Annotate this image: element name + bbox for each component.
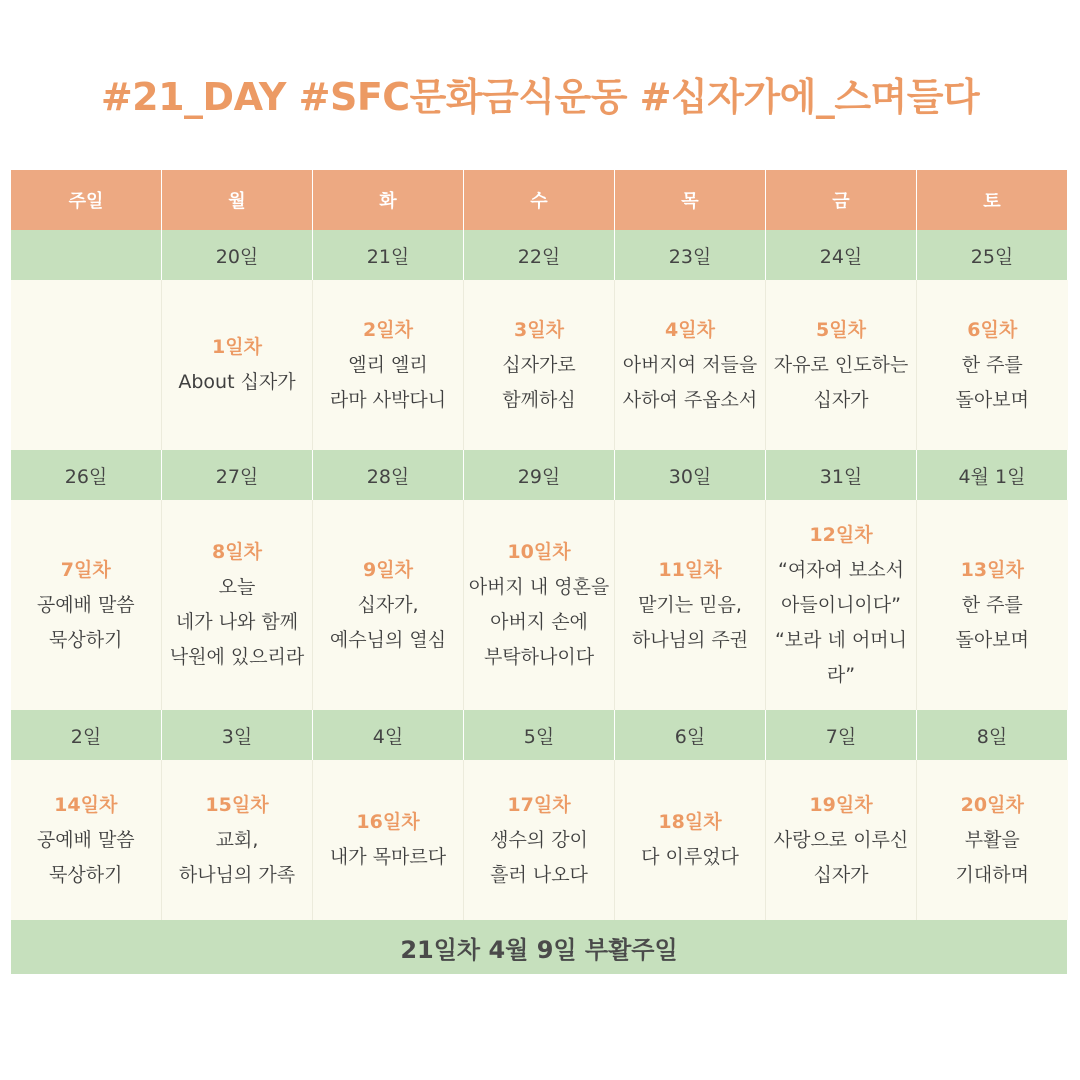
day-topic-line: 하나님의 주권 xyxy=(631,628,749,651)
date-cell: 26일 xyxy=(11,450,162,500)
day-topic-line: 예수님의 열심 xyxy=(329,628,447,651)
day-topic-line: 사하여 주옵소서 xyxy=(622,388,758,411)
date-cell: 25일 xyxy=(917,230,1068,280)
date-cell xyxy=(11,230,162,280)
day-number-label: 6일차 xyxy=(967,318,1018,341)
day-topic-line: 하나님의 가족 xyxy=(178,863,296,886)
day-topic-line: 아버지 손에 xyxy=(490,611,588,633)
day-cell xyxy=(464,280,615,450)
day-cell xyxy=(11,280,162,450)
day-topic-line: 십자가, xyxy=(357,593,419,616)
date-cell: 4일 xyxy=(313,710,464,760)
page-title: #21_DAY #SFC문화금식운동 #십자가에_스며들다 xyxy=(100,75,980,119)
day-cell xyxy=(615,280,766,450)
date-cell: 21일 xyxy=(313,230,464,280)
date-row xyxy=(11,230,1068,280)
calendar-table xyxy=(10,170,1068,974)
content-row xyxy=(11,500,1068,710)
date-cell: 31일 xyxy=(766,450,917,500)
day-number-label: 11일차 xyxy=(658,558,722,581)
day-cell xyxy=(162,760,313,920)
day-topic-line: 부활을 xyxy=(964,828,1020,851)
content-row xyxy=(11,280,1068,450)
weekday-header: 목 xyxy=(615,170,766,230)
day-number-label: 5일차 xyxy=(816,318,866,341)
date-cell: 7일 xyxy=(766,710,917,760)
day-topic-line: 함께하심 xyxy=(502,388,576,411)
day-topic-line: 아들이니이다” xyxy=(781,593,901,616)
day-topic-line: 공예배 말씀 xyxy=(36,828,135,851)
day-cell xyxy=(162,500,313,710)
day-cell xyxy=(917,280,1068,450)
day-cell xyxy=(313,760,464,920)
day-number-label: 18일차 xyxy=(658,811,722,833)
day-topic-line: 엘리 엘리 xyxy=(348,353,428,376)
date-cell: 6일 xyxy=(615,710,766,760)
day-cell xyxy=(464,760,615,920)
day-topic-line: 돌아보며 xyxy=(955,388,1029,411)
date-cell: 5일 xyxy=(464,710,615,760)
day-cell xyxy=(917,760,1068,920)
date-cell: 3일 xyxy=(162,710,313,760)
day-number-label: 7일차 xyxy=(60,558,111,581)
day-topic-line: 낙원에 있으리라 xyxy=(169,646,305,668)
day-cell xyxy=(766,500,917,710)
day-topic-line: 부탁하나이다 xyxy=(483,646,595,668)
date-cell: 8일 xyxy=(917,710,1068,760)
day-number-label: 8일차 xyxy=(212,541,262,563)
day-topic-line: 아버지 내 영혼을 xyxy=(468,576,610,598)
date-cell: 22일 xyxy=(464,230,615,280)
day-number-label: 3일차 xyxy=(514,318,564,341)
day-topic-line: 다 이루었다 xyxy=(641,846,739,868)
weekday-header: 토 xyxy=(917,170,1068,230)
day-topic-line: 교회, xyxy=(215,828,259,851)
day-cell xyxy=(464,500,615,710)
day-topic-line: 아버지여 저들을 xyxy=(622,353,758,376)
day-topic-line: 돌아보며 xyxy=(955,628,1029,651)
day-topic-line: 오늘 xyxy=(218,576,256,598)
day-number-label: 19일차 xyxy=(809,793,873,816)
day-number-label: 4일차 xyxy=(665,318,715,341)
day-topic-line: 내가 목마르다 xyxy=(329,846,447,868)
date-cell: 23일 xyxy=(615,230,766,280)
day-topic-line: 십자가 xyxy=(813,388,869,411)
day-topic-line: 묵상하기 xyxy=(49,863,123,886)
date-cell: 27일 xyxy=(162,450,313,500)
date-cell: 4월 1일 xyxy=(917,450,1068,500)
day-cell xyxy=(917,500,1068,710)
day-topic-line: “보라 네 어머니 xyxy=(774,628,908,651)
day-number-label: 13일차 xyxy=(960,558,1024,581)
day-cell xyxy=(313,500,464,710)
day-topic-line: 라마 사박다니 xyxy=(329,388,447,411)
day-topic-line: 네가 나와 함께 xyxy=(175,611,299,633)
day-topic-line: 사랑으로 이루신 xyxy=(773,828,909,851)
easter-sunday-banner: 21일차 4월 9일 부활주일 xyxy=(11,920,1068,974)
day-number-label: 16일차 xyxy=(356,811,420,833)
date-row xyxy=(11,710,1068,760)
day-topic-line: 십자가 xyxy=(813,863,869,886)
day-topic-line: 생수의 강이 xyxy=(490,828,588,851)
day-number-label: 9일차 xyxy=(363,558,413,581)
day-topic-line: About 십자가 xyxy=(178,371,296,393)
date-row xyxy=(11,450,1068,500)
day-topic-line: 한 주를 xyxy=(961,593,1023,616)
day-cell xyxy=(313,280,464,450)
weekday-header: 주일 xyxy=(11,170,162,230)
weekday-header: 월 xyxy=(162,170,313,230)
day-number-label: 10일차 xyxy=(507,541,571,563)
date-cell: 20일 xyxy=(162,230,313,280)
day-number-label: 12일차 xyxy=(809,523,873,546)
day-cell xyxy=(766,760,917,920)
day-topic-line: 십자가로 xyxy=(502,353,576,376)
day-topic-line: “여자여 보소서 xyxy=(777,558,904,581)
day-topic-line: 라” xyxy=(826,663,856,686)
day-number-label: 14일차 xyxy=(54,793,118,816)
date-cell: 28일 xyxy=(313,450,464,500)
day-topic-line: 기대하며 xyxy=(955,863,1029,886)
weekday-header: 화 xyxy=(313,170,464,230)
day-topic-line: 자유로 인도하는 xyxy=(773,353,909,376)
day-number-label: 20일차 xyxy=(960,793,1024,816)
day-number-label: 15일차 xyxy=(205,793,269,816)
day-cell xyxy=(766,280,917,450)
date-cell: 29일 xyxy=(464,450,615,500)
day-topic-line: 묵상하기 xyxy=(49,628,123,651)
weekday-header-row xyxy=(11,170,1068,230)
day-topic-line: 맡기는 믿음, xyxy=(638,593,742,616)
date-cell: 2일 xyxy=(11,710,162,760)
weekday-header: 금 xyxy=(766,170,917,230)
date-cell: 30일 xyxy=(615,450,766,500)
day-cell xyxy=(11,500,162,710)
day-cell xyxy=(615,760,766,920)
date-cell: 24일 xyxy=(766,230,917,280)
day-cell xyxy=(11,760,162,920)
day-number-label: 17일차 xyxy=(507,793,571,816)
footer-row xyxy=(11,920,1068,974)
day-number-label: 2일차 xyxy=(363,318,413,341)
day-cell xyxy=(615,500,766,710)
day-cell xyxy=(162,280,313,450)
day-topic-line: 흘러 나오다 xyxy=(490,863,588,886)
day-number-label: 1일차 xyxy=(212,336,262,358)
weekday-header: 수 xyxy=(464,170,615,230)
day-topic-line: 한 주를 xyxy=(961,353,1023,376)
content-row xyxy=(11,760,1068,920)
day-topic-line: 공예배 말씀 xyxy=(36,593,135,616)
